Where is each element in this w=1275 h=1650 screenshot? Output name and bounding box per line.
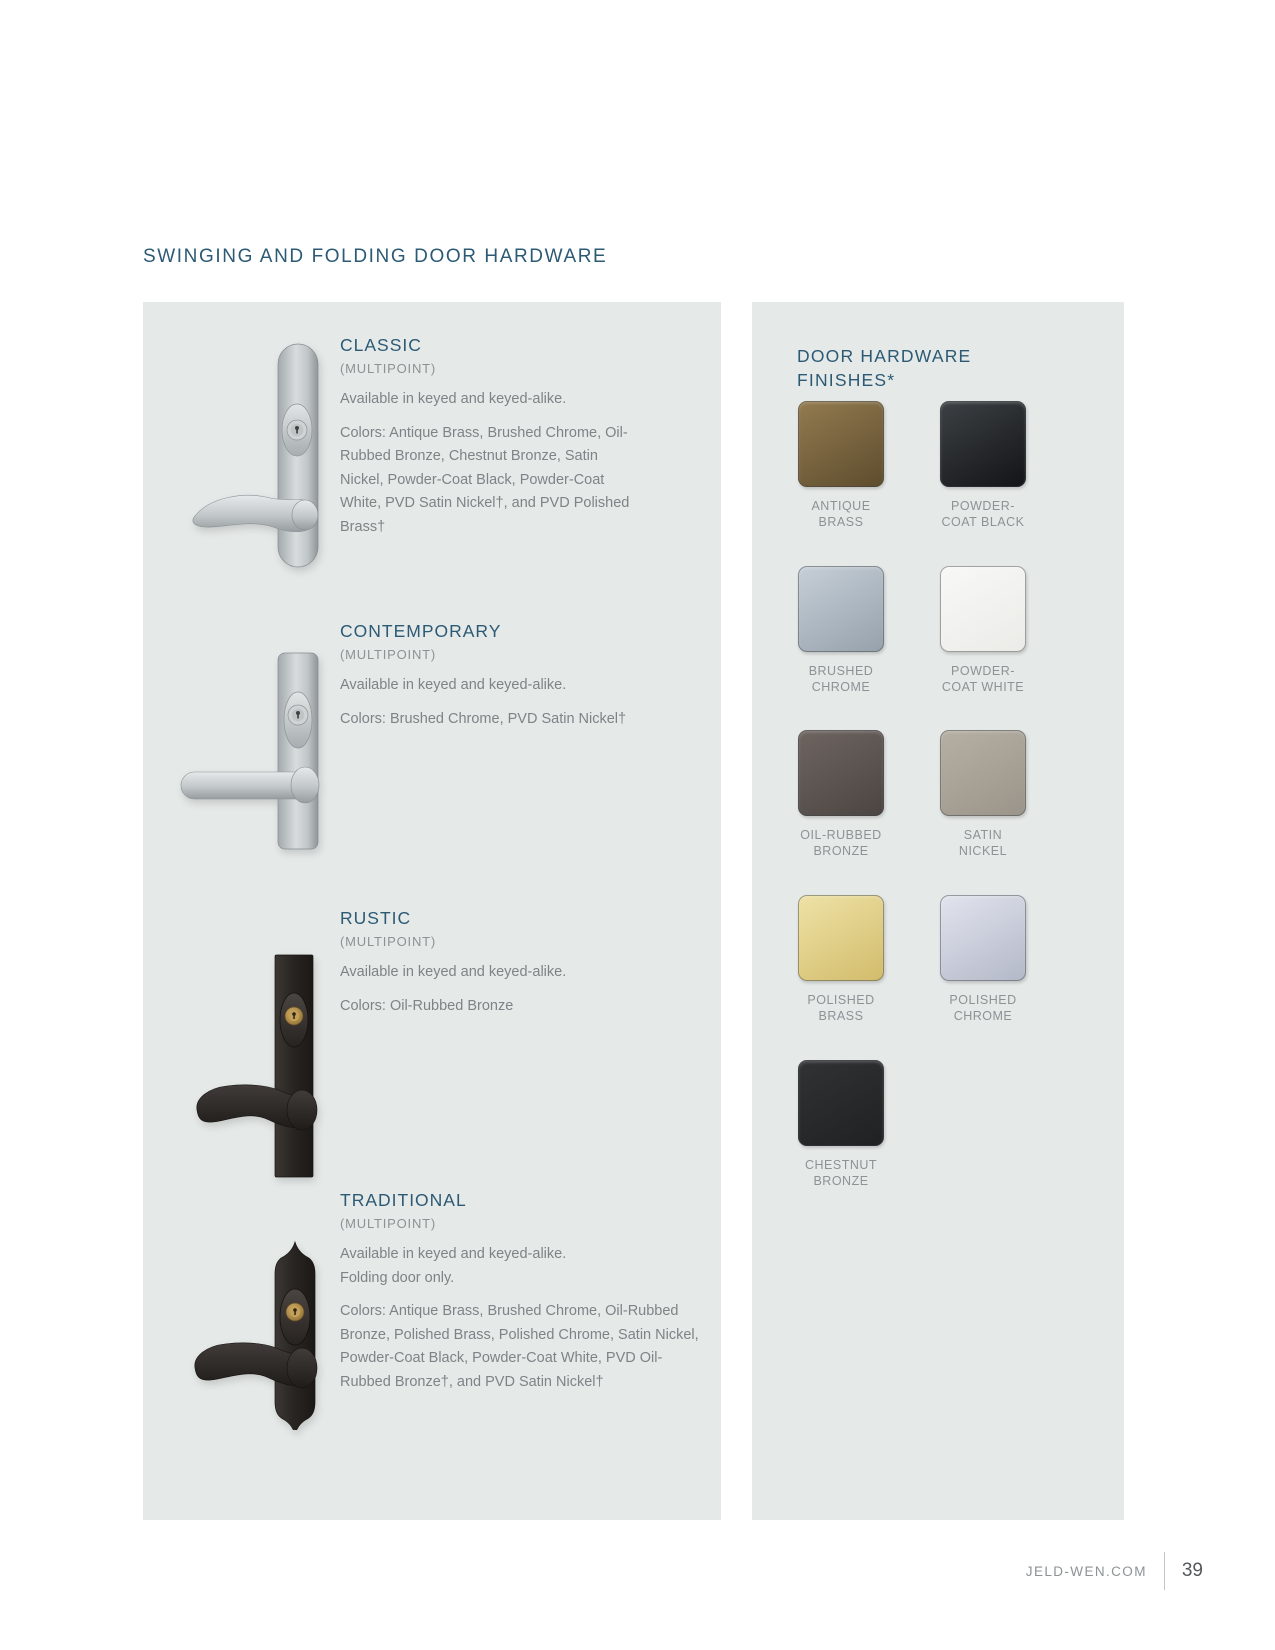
rustic-colors: Colors: Oil-Rubbed Bronze	[340, 997, 514, 1014]
finishes-heading-line1: DOOR HARDWARE	[797, 346, 972, 366]
section-traditional	[340, 1190, 720, 1394]
chestnut-bronze-swatch	[798, 1060, 884, 1146]
classic-hardware-image	[165, 338, 335, 578]
polished-chrome-label: POLISHED CHROME	[949, 993, 1017, 1023]
section-classic	[340, 335, 720, 539]
footer-divider	[1164, 1552, 1165, 1590]
traditional-colors: Colors: Antique Brass, Brushed Chrome, Oil-Rubbed Bronze, Polished Brass, Polished Chrome, Satin Nickel, Powder-Coat Black, Powder-Coat White, PVD Oil-Rubbed Bronze†, and PVD Satin Nickel†	[340, 1303, 699, 1390]
powder-coat-black-label: POWDER- COAT BLACK	[941, 499, 1025, 529]
rustic-lever-hub	[287, 1090, 317, 1130]
traditional-subtitle: (MULTIPOINT)	[340, 1216, 437, 1231]
finishes-heading-line2: FINISHES*	[797, 370, 896, 390]
traditional-hardware-image	[165, 1190, 335, 1430]
classic-name: CLASSIC	[340, 335, 422, 355]
contemporary-colors: Colors: Brushed Chrome, PVD Satin Nickel†	[340, 710, 627, 727]
brushed-chrome-swatch	[798, 566, 884, 652]
classic-colors: Colors: Antique Brass, Brushed Chrome, Oil-Rubbed Bronze, Chestnut Bronze, Satin Nickel, Powder-Coat Black, Powder-Coat White, PVD Satin Nickel†, and PVD Polished Brass†	[340, 424, 630, 535]
chestnut-bronze-label: CHESTNUT BRONZE	[804, 1158, 878, 1188]
satin-nickel-swatch	[940, 730, 1026, 816]
oil-rubbed-bronze-swatch	[798, 730, 884, 816]
section-rustic	[340, 908, 720, 1018]
swatch-polished-chrome	[940, 895, 1026, 1023]
brushed-chrome-label: BRUSHED CHROME	[808, 664, 874, 694]
contemporary-hardware-image	[165, 615, 335, 855]
polished-brass-label: POLISHED BRASS	[807, 993, 875, 1023]
traditional-name: TRADITIONAL	[340, 1190, 467, 1210]
swatch-antique-brass	[798, 401, 884, 529]
oil-rubbed-bronze-label: OIL-RUBBED BRONZE	[800, 828, 882, 858]
rustic-hardware-image	[165, 940, 335, 1180]
polished-brass-swatch	[798, 895, 884, 981]
section-contemporary	[340, 621, 720, 731]
classic-availability: Available in keyed and keyed-alike.	[340, 391, 567, 407]
classic-lever-hub	[292, 500, 318, 530]
finishes-panel	[752, 302, 1124, 1520]
swatch-powder-coat-black	[940, 401, 1026, 529]
rustic-availability: Available in keyed and keyed-alike.	[340, 964, 567, 980]
hardware-styles-panel	[143, 302, 721, 1520]
powder-coat-black-swatch	[940, 401, 1026, 487]
swatch-polished-brass	[798, 895, 884, 1023]
rustic-plate	[275, 955, 313, 1177]
footer-website: JELD-WEN.COM	[1025, 1563, 1147, 1579]
contemporary-subtitle: (MULTIPOINT)	[340, 647, 437, 662]
powder-coat-white-label: POWDER- COAT WHITE	[941, 664, 1025, 694]
contemporary-name: CONTEMPORARY	[340, 621, 502, 641]
satin-nickel-label: SATIN NICKEL	[958, 828, 1008, 858]
contemporary-lever	[181, 772, 309, 799]
contemporary-lever-hub	[291, 767, 319, 803]
classic-subtitle: (MULTIPOINT)	[340, 361, 437, 376]
footer-page-number: 39	[1181, 1560, 1203, 1581]
traditional-availability: Available in keyed and keyed-alike.	[340, 1246, 567, 1262]
antique-brass-swatch	[798, 401, 884, 487]
antique-brass-label: ANTIQUE BRASS	[811, 499, 871, 529]
finishes-heading	[797, 344, 971, 392]
swatch-powder-coat-white	[940, 566, 1026, 694]
page-title: SWINGING AND FOLDING DOOR HARDWARE	[143, 246, 608, 267]
swatch-satin-nickel	[940, 730, 1026, 858]
swatch-chestnut-bronze	[798, 1060, 884, 1188]
rustic-subtitle: (MULTIPOINT)	[340, 934, 437, 949]
contemporary-plate	[278, 653, 318, 849]
powder-coat-white-swatch	[940, 566, 1026, 652]
rustic-name: RUSTIC	[340, 908, 412, 928]
page-footer	[1026, 1550, 1203, 1592]
swatch-brushed-chrome	[798, 566, 884, 694]
polished-chrome-swatch	[940, 895, 1026, 981]
swatch-oil-rubbed-bronze	[798, 730, 884, 858]
traditional-availability-note: Folding door only.	[340, 1269, 455, 1286]
traditional-lever-hub	[287, 1348, 317, 1388]
contemporary-availability: Available in keyed and keyed-alike.	[340, 677, 567, 693]
